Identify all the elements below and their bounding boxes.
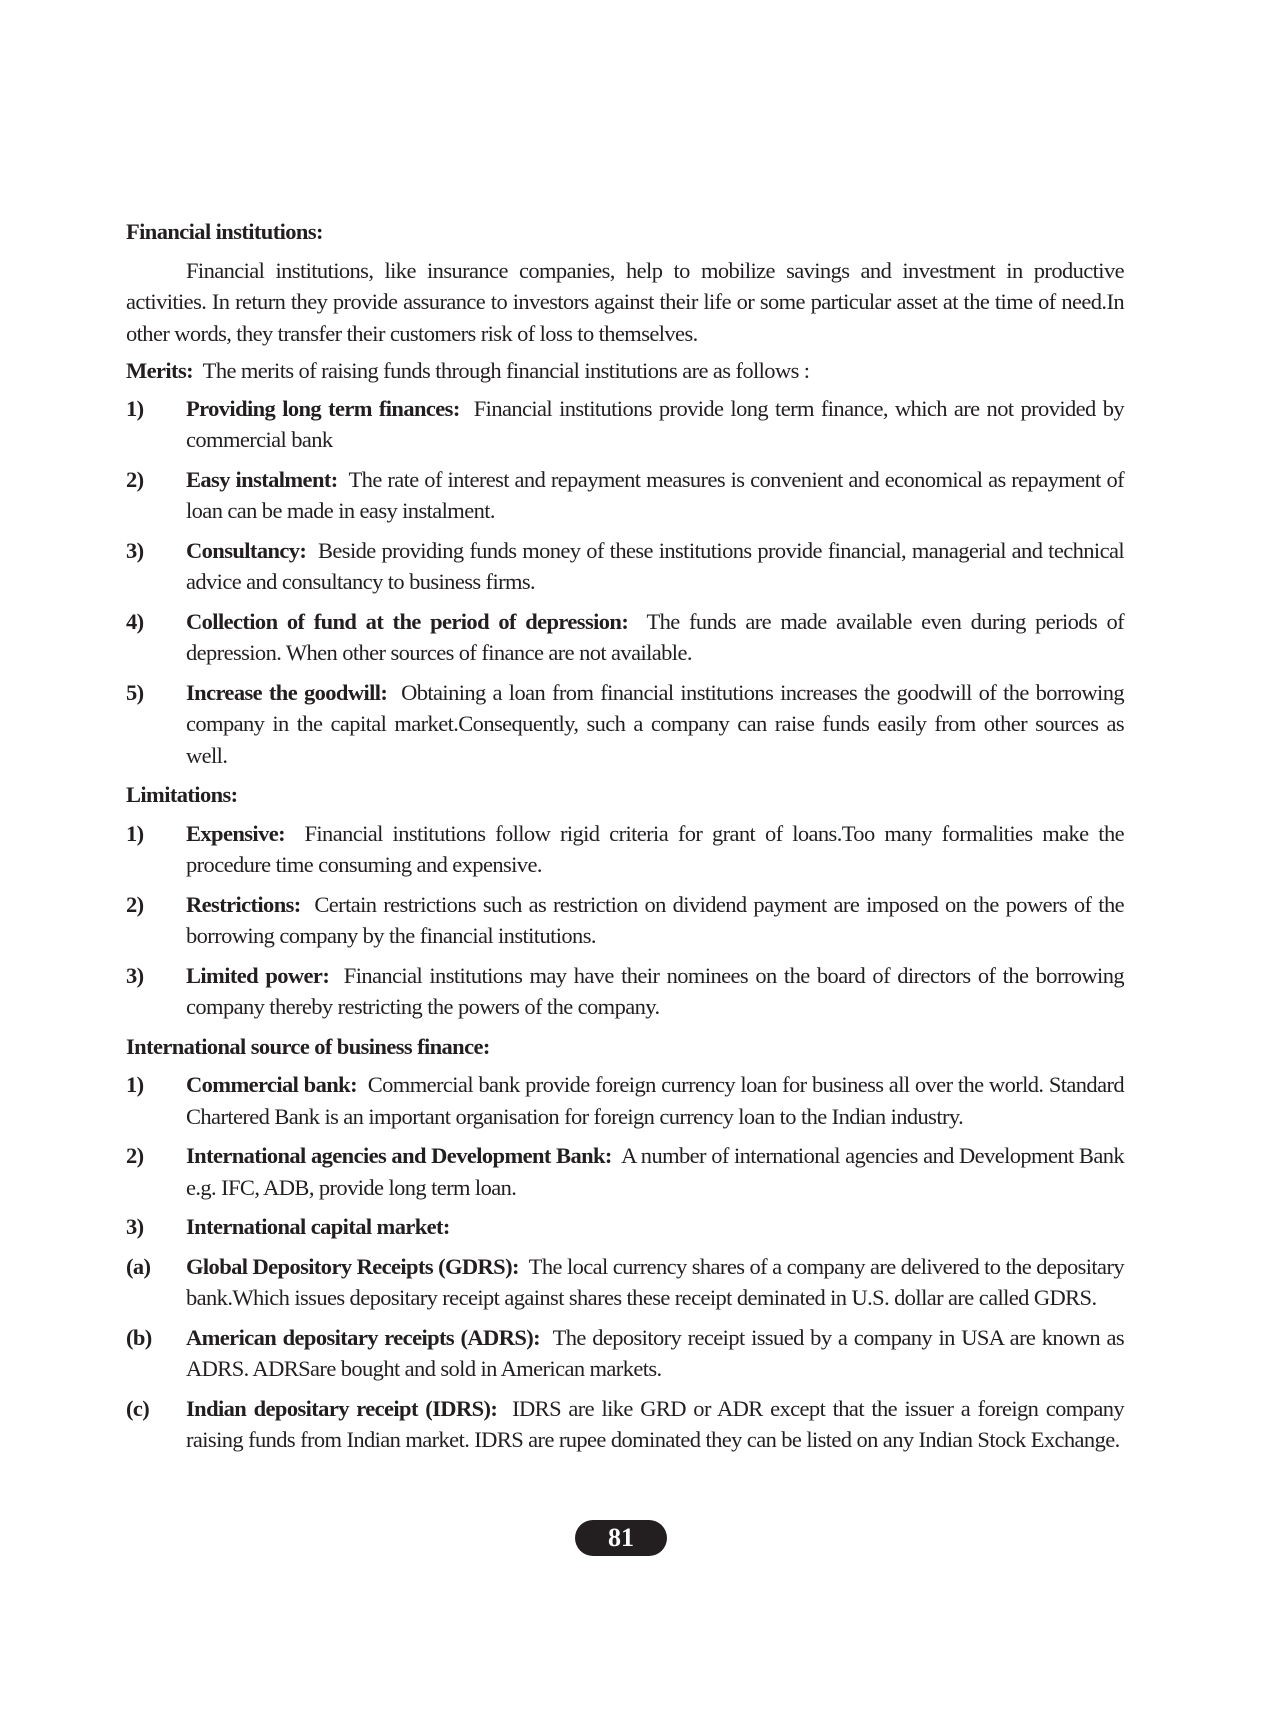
list-item <box>126 818 1124 881</box>
section-heading: Financial institutions: <box>126 219 323 244</box>
list-item <box>126 535 1124 598</box>
item-number: (a) <box>126 1253 151 1279</box>
item-title: Limited power: <box>186 962 330 988</box>
item-title: Expensive: <box>186 820 286 846</box>
item-text: The local currency shares of a company are delivered to the depositary bank.Which issues depositary receipt against shares these receipt deminated in U.S. dollar are called GDRS. <box>186 1253 1124 1310</box>
item-body <box>186 606 1124 669</box>
item-number: 4) <box>126 608 144 634</box>
item-body <box>186 1069 1124 1132</box>
item-text: Financial institutions provide long term finance, which are not provided by commercial bank <box>186 395 1124 452</box>
item-body <box>186 1322 1124 1385</box>
item-body <box>186 889 1124 952</box>
international-list <box>126 1069 1124 1456</box>
item-number: 1) <box>126 820 144 846</box>
item-text: Financial institutions may have their nominees on the board of directors of the borrowing company thereby restricting the powers of the company. <box>186 962 1124 1019</box>
item-number: 1) <box>126 395 144 421</box>
item-number: 2) <box>126 891 144 917</box>
merits-label: Merits: <box>126 358 194 383</box>
item-number: 5) <box>126 679 144 705</box>
limitations-list <box>126 818 1124 1023</box>
item-text: Obtaining a loan from financial institutions increases the goodwill of the borrowing company in the capital market.Consequently, such a company can raise funds easily from other sources as well. <box>186 679 1124 768</box>
item-body <box>186 1393 1124 1456</box>
item-body <box>186 818 1124 881</box>
merits-intro <box>126 355 1124 387</box>
list-item <box>126 464 1124 527</box>
item-text: Commercial bank provide foreign currency loan for business all over the world. Standard Chartered Bank is an important organisation for foreign currency loan to the Indian industry. <box>186 1072 1124 1129</box>
item-body <box>186 960 1124 1023</box>
item-text: The rate of interest and repayment measures is convenient and economical as repayment of loan can be made in easy instalment. <box>186 466 1124 523</box>
item-title: Collection of fund at the period of depression: <box>186 608 629 634</box>
item-title: American depositary receipts (ADRS): <box>186 1324 541 1350</box>
item-text: Beside providing funds money of these institutions provide financial, managerial and technical advice and consultancy to business firms. <box>186 537 1124 594</box>
merits-list <box>126 393 1124 772</box>
intro-paragraph: Financial institutions, like insurance companies, help to mobilize savings and investment in productive activities. In return they provide assurance to investors against their life or some particular asset at the time of need.In other words, they transfer their customers risk of loss to themselves. <box>126 257 1124 346</box>
item-number: 3) <box>126 962 144 988</box>
item-title: Providing long term finances: <box>186 395 460 421</box>
list-item <box>126 393 1124 456</box>
item-body <box>186 535 1124 598</box>
list-item <box>126 1251 1124 1314</box>
international-heading: International source of business finance: <box>126 1033 490 1059</box>
list-item <box>126 889 1124 952</box>
list-item <box>126 1140 1124 1203</box>
list-item <box>126 1393 1124 1456</box>
item-number: 2) <box>126 1143 144 1168</box>
item-number: 3) <box>126 1214 144 1239</box>
limitations-heading: Limitations: <box>126 782 238 807</box>
item-text: The depository receipt issued by a company in USA are known as ADRS. ADRSare bought and sold in American markets. <box>186 1324 1124 1381</box>
item-title: Global Depository Receipts (GDRS): <box>186 1253 519 1279</box>
item-title: Easy instalment: <box>186 466 338 492</box>
item-body <box>186 1211 1124 1243</box>
item-body <box>186 464 1124 527</box>
item-body <box>186 677 1124 772</box>
item-text: Financial institutions follow rigid criteria for grant of loans.Too many formalities make the procedure time consuming and expensive. <box>186 820 1124 877</box>
item-title: Commercial bank: <box>186 1072 357 1097</box>
merits-text: The merits of raising funds through financial institutions are as follows : <box>202 358 810 383</box>
item-title: Restrictions: <box>186 891 301 917</box>
item-body <box>186 1140 1124 1203</box>
list-item <box>126 1322 1124 1385</box>
item-number: (b) <box>126 1324 152 1350</box>
item-text: Certain restrictions such as restriction on dividend payment are imposed on the powers of the borrowing company by the financial institutions. <box>186 891 1124 948</box>
list-item <box>126 677 1124 772</box>
item-text: IDRS are like GRD or ADR except that the issuer a foreign company raising funds from Indian market. IDRS are rupee dominated they can be listed on any Indian Stock Exchange. <box>186 1395 1125 1452</box>
item-title: Indian depositary receipt (IDRS): <box>186 1395 498 1421</box>
list-item <box>126 606 1124 669</box>
item-text: The funds are made available even during periods of depression. When other sources of finance are not available. <box>186 608 1124 665</box>
list-item <box>126 960 1124 1023</box>
list-item <box>126 1211 1124 1243</box>
item-title: International capital market: <box>186 1214 450 1239</box>
page-number-badge: 81 <box>575 1520 667 1556</box>
item-number: 3) <box>126 537 144 563</box>
item-number: (c) <box>126 1395 150 1421</box>
list-item <box>126 1069 1124 1132</box>
item-number: 2) <box>126 466 144 492</box>
item-body <box>186 1251 1124 1314</box>
document-page <box>126 216 1124 1464</box>
item-body <box>186 393 1124 456</box>
item-title: Increase the goodwill: <box>186 679 388 705</box>
item-title: International agencies and Development Bank: <box>186 1143 612 1168</box>
item-text: A number of international agencies and Development Bank e.g. IFC, ADB, provide long term loan. <box>186 1143 1125 1200</box>
item-number: 1) <box>126 1072 144 1097</box>
item-title: Consultancy: <box>186 537 307 563</box>
